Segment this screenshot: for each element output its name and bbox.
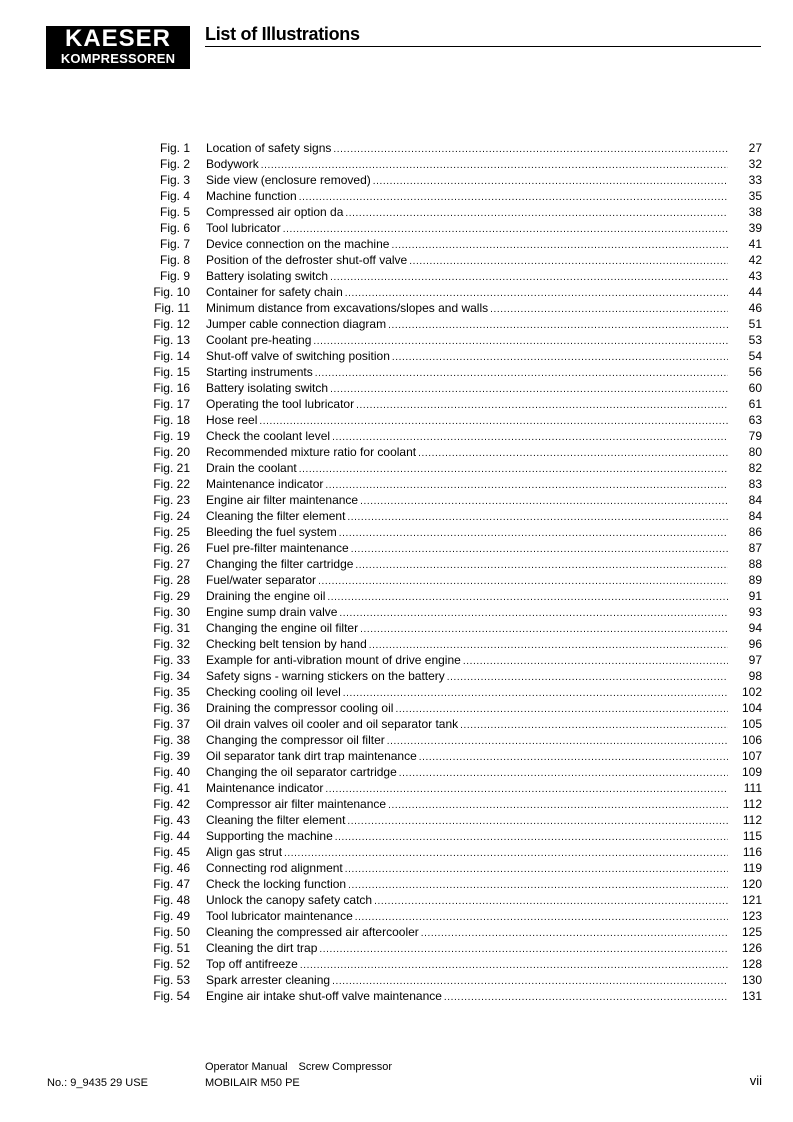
toc-entry[interactable] [140, 476, 762, 492]
toc-entry[interactable] [140, 284, 762, 300]
figure-number: Fig. 29 [153, 589, 190, 603]
figure-title: Spark arrester cleaning [206, 973, 331, 987]
figure-title: Supporting the machine [206, 829, 333, 843]
page-number: 97 [748, 653, 762, 667]
figure-number: Fig. 28 [153, 573, 190, 587]
toc-entry[interactable] [140, 156, 762, 172]
footer-product-type: Screw Compressor [298, 1061, 393, 1073]
toc-entry[interactable] [140, 460, 762, 476]
figure-number: Fig. 39 [153, 749, 190, 763]
figure-number: Fig. 6 [159, 221, 190, 235]
page-number: 27 [748, 141, 762, 155]
figure-title: Engine air intake shut-off valve maintenance [206, 989, 442, 1003]
figure-title: Oil drain valves oil cooler and oil separator tank [206, 717, 459, 731]
figure-title: Battery isolating switch [206, 269, 329, 283]
page-number: 119 [742, 861, 762, 875]
page-number: 53 [748, 333, 762, 347]
figure-title: Operating the tool lubricator [206, 397, 355, 411]
toc-entry[interactable] [140, 700, 762, 716]
figure-number: Fig. 27 [153, 557, 190, 571]
figure-number: Fig. 17 [153, 397, 190, 411]
page-number: 46 [748, 301, 762, 315]
figure-number: Fig. 51 [153, 941, 190, 955]
figure-number: Fig. 20 [153, 445, 190, 459]
figure-number: Fig. 53 [153, 973, 190, 987]
figure-number: Fig. 44 [153, 829, 190, 843]
figure-title: Check the coolant level [206, 429, 331, 443]
toc-entry[interactable] [140, 508, 762, 524]
figure-number: Fig. 22 [153, 477, 190, 491]
figure-number: Fig. 10 [153, 285, 190, 299]
page-number: 84 [748, 509, 762, 523]
figure-title: Top off antifreeze [206, 957, 298, 971]
figure-title: Draining the compressor cooling oil [206, 701, 394, 715]
figure-number: Fig. 16 [153, 381, 190, 395]
page-number: 125 [741, 925, 762, 939]
figure-number: Fig. 5 [159, 205, 190, 219]
figure-title: Connecting rod alignment [206, 861, 343, 875]
figure-title: Fuel/water separator [206, 573, 317, 587]
page-number: 123 [741, 909, 762, 923]
figure-title: Changing the compressor oil filter [206, 733, 385, 747]
page-number: 115 [742, 829, 762, 843]
page-number: 93 [748, 605, 762, 619]
figure-number: Fig. 34 [153, 669, 190, 683]
figure-title: Cleaning the filter element [206, 509, 346, 523]
title-divider [205, 46, 761, 47]
figure-title: Location of safety signs [206, 141, 332, 155]
figure-number: Fig. 18 [153, 413, 190, 427]
figure-number: Fig. 38 [153, 733, 190, 747]
toc-entry[interactable] [140, 492, 762, 508]
page-number: 126 [741, 941, 762, 955]
toc-entry[interactable] [140, 796, 762, 812]
page-number: 33 [748, 173, 762, 187]
illustrations-list [140, 140, 762, 1004]
page-number: 41 [748, 237, 762, 251]
figure-number: Fig. 15 [153, 365, 190, 379]
toc-entry[interactable] [140, 972, 762, 988]
figure-title: Check the locking function [206, 877, 347, 891]
toc-entry[interactable] [140, 140, 762, 156]
page-number: 96 [748, 637, 762, 651]
toc-entry[interactable] [140, 780, 762, 796]
toc-entry[interactable] [140, 604, 762, 620]
page-number: 112 [742, 813, 762, 827]
page-number: 63 [748, 413, 762, 427]
page-number: 111 [743, 781, 762, 795]
figure-title: Tool lubricator [206, 221, 281, 235]
toc-entry[interactable] [140, 252, 762, 268]
figure-number: Fig. 49 [153, 909, 190, 923]
figure-number: Fig. 21 [153, 461, 190, 475]
figure-number: Fig. 42 [153, 797, 190, 811]
figure-title: Cleaning the dirt trap [206, 941, 318, 955]
figure-number: Fig. 25 [153, 525, 190, 539]
figure-number: Fig. 8 [159, 253, 190, 267]
page-number: 83 [748, 477, 762, 491]
figure-title: Position of the defroster shut-off valve [206, 253, 408, 267]
toc-entry[interactable] [140, 172, 762, 188]
figure-title: Fuel pre-filter maintenance [206, 541, 349, 555]
page-number: 82 [748, 461, 762, 475]
figure-number: Fig. 2 [159, 157, 190, 171]
figure-title: Cleaning the compressed air aftercooler [206, 925, 419, 939]
toc-entry[interactable] [140, 892, 762, 908]
page-number: 61 [748, 397, 762, 411]
page-number: 131 [741, 989, 762, 1003]
figure-title: Oil separator tank dirt trap maintenance [206, 749, 417, 763]
figure-title: Device connection on the machine [206, 237, 390, 251]
kaeser-logo [46, 26, 190, 69]
figure-number: Fig. 54 [153, 989, 190, 1003]
page-number: 120 [741, 877, 762, 891]
toc-entry[interactable] [140, 188, 762, 204]
toc-entry[interactable] [140, 668, 762, 684]
toc-entry[interactable] [140, 412, 762, 428]
toc-entry[interactable] [140, 876, 762, 892]
figure-title: Draining the engine oil [206, 589, 326, 603]
page-number: 54 [748, 349, 762, 363]
figure-number: Fig. 40 [153, 765, 190, 779]
page-number: 32 [748, 157, 762, 171]
page-number: 88 [748, 557, 762, 571]
toc-entry[interactable] [140, 620, 762, 636]
figure-title: Checking cooling oil level [206, 685, 341, 699]
figure-title: Bodywork [206, 157, 259, 171]
page-number: 56 [748, 365, 762, 379]
page-number: 104 [741, 701, 762, 715]
figure-number: Fig. 24 [153, 509, 190, 523]
toc-entry[interactable] [140, 204, 762, 220]
figure-title: Container for safety chain [206, 285, 343, 299]
figure-title: Compressor air filter maintenance [206, 797, 387, 811]
page-number: 102 [741, 685, 762, 699]
toc-entry[interactable] [140, 828, 762, 844]
figure-title: Engine sump drain valve [206, 605, 338, 619]
toc-entry[interactable] [140, 220, 762, 236]
figure-title: Align gas strut [206, 845, 283, 859]
toc-entry[interactable] [140, 652, 762, 668]
figure-number: Fig. 33 [153, 653, 190, 667]
page-number: 84 [748, 493, 762, 507]
logo-subtitle: KOMPRESSOREN [60, 51, 176, 66]
page-number: 89 [748, 573, 762, 587]
figure-number: Fig. 23 [153, 493, 190, 507]
footer-page-number: vii [749, 1073, 762, 1088]
figure-title: Engine air filter maintenance [206, 493, 359, 507]
figure-number: Fig. 14 [153, 349, 190, 363]
figure-title: Drain the coolant [206, 461, 297, 475]
toc-entry[interactable] [140, 556, 762, 572]
page-number: 109 [741, 765, 762, 779]
toc-entry[interactable] [140, 940, 762, 956]
toc-entry[interactable] [140, 636, 762, 652]
toc-entry[interactable] [140, 428, 762, 444]
toc-entry[interactable] [140, 764, 762, 780]
figure-title: Recommended mixture ratio for coolant [206, 445, 417, 459]
page-number: 116 [742, 845, 762, 859]
figure-title: Shut-off valve of switching position [206, 349, 390, 363]
figure-number: Fig. 46 [153, 861, 190, 875]
page-number: 106 [741, 733, 762, 747]
footer-manual-line [205, 1061, 392, 1073]
figure-title: Changing the engine oil filter [206, 621, 359, 635]
figure-title: Cleaning the filter element [206, 813, 346, 827]
figure-number: Fig. 48 [153, 893, 190, 907]
figure-number: Fig. 4 [159, 189, 190, 203]
toc-entry[interactable] [140, 364, 762, 380]
figure-number: Fig. 3 [159, 173, 190, 187]
toc-entry[interactable] [140, 956, 762, 972]
footer-doc-number: No.: 9_9435 29 USE [47, 1077, 148, 1089]
toc-entry[interactable] [140, 444, 762, 460]
figure-title: Jumper cable connection diagram [206, 317, 387, 331]
page-number: 112 [742, 797, 762, 811]
figure-number: Fig. 7 [159, 237, 190, 251]
toc-entry[interactable] [140, 540, 762, 556]
figure-title: Minimum distance from excavations/slopes and walls [206, 301, 489, 315]
figure-title: Bleeding the fuel system [206, 525, 337, 539]
figure-title: Maintenance indicator [206, 477, 324, 491]
figure-number: Fig. 43 [153, 813, 190, 827]
figure-number: Fig. 32 [153, 637, 190, 651]
figure-number: Fig. 36 [153, 701, 190, 715]
page-number: 38 [748, 205, 762, 219]
toc-entry[interactable] [140, 812, 762, 828]
figure-number: Fig. 35 [153, 685, 190, 699]
toc-entry[interactable] [140, 732, 762, 748]
page-number: 42 [748, 253, 762, 267]
page-number: 91 [748, 589, 762, 603]
page-number: 130 [741, 973, 762, 987]
page-number: 87 [748, 541, 762, 555]
figure-title: Changing the oil separator cartridge [206, 765, 397, 779]
page-number: 60 [748, 381, 762, 395]
figure-title: Hose reel [206, 413, 258, 427]
figure-number: Fig. 1 [159, 141, 190, 155]
toc-entry[interactable] [140, 924, 762, 940]
figure-title: Starting instruments [206, 365, 313, 379]
page-number: 107 [741, 749, 762, 763]
figure-title: Unlock the canopy safety catch [206, 893, 373, 907]
figure-title: Maintenance indicator [206, 781, 324, 795]
figure-number: Fig. 12 [153, 317, 190, 331]
page-number: 98 [748, 669, 762, 683]
page-title: List of Illustrations [205, 24, 360, 44]
toc-entry[interactable] [140, 396, 762, 412]
toc-entry[interactable] [140, 988, 762, 1004]
figure-number: Fig. 9 [159, 269, 190, 283]
logo-wordmark: KAESER [64, 25, 172, 52]
figure-title: Example for anti-vibration mount of drive engine [206, 653, 461, 667]
toc-entry[interactable] [140, 860, 762, 876]
page-number: 51 [748, 317, 762, 331]
page-number: 86 [748, 525, 762, 539]
page-number: 94 [748, 621, 762, 635]
page-number: 39 [748, 221, 762, 235]
figure-number: Fig. 41 [153, 781, 190, 795]
figure-number: Fig. 11 [154, 301, 190, 315]
page-number: 80 [748, 445, 762, 459]
figure-title: Coolant pre-heating [206, 333, 312, 347]
page-number: 79 [748, 429, 762, 443]
toc-entry[interactable] [140, 716, 762, 732]
toc-entry[interactable] [140, 332, 762, 348]
figure-number: Fig. 26 [153, 541, 190, 555]
figure-number: Fig. 13 [153, 333, 190, 347]
figure-title: Battery isolating switch [206, 381, 329, 395]
toc-entry[interactable] [140, 348, 762, 364]
toc-entry[interactable] [140, 268, 762, 284]
toc-entry[interactable] [140, 236, 762, 252]
figure-title: Safety signs - warning stickers on the battery [206, 669, 445, 683]
figure-number: Fig. 30 [153, 605, 190, 619]
page-number: 44 [748, 285, 762, 299]
toc-entry[interactable] [140, 300, 762, 316]
toc-entry[interactable] [140, 524, 762, 540]
figure-title: Checking belt tension by hand [206, 637, 367, 651]
page-number: 35 [748, 189, 762, 203]
figure-title: Tool lubricator maintenance [206, 909, 353, 923]
page-number: 105 [741, 717, 762, 731]
dot-leader [444, 990, 728, 1006]
figure-number: Fig. 52 [153, 957, 190, 971]
figure-title: Compressed air option da [206, 205, 344, 219]
toc-entry[interactable] [140, 908, 762, 924]
toc-entry[interactable] [140, 380, 762, 396]
footer-manual: Operator Manual [205, 1061, 288, 1073]
figure-number: Fig. 19 [153, 429, 190, 443]
toc-entry[interactable] [140, 684, 762, 700]
page-number: 121 [741, 893, 762, 907]
toc-entry-body [206, 988, 728, 1006]
figure-title: Changing the filter cartridge [206, 557, 354, 571]
figure-title: Side view (enclosure removed) [206, 173, 371, 187]
page-number: 43 [748, 269, 762, 283]
figure-number: Fig. 31 [153, 621, 190, 635]
toc-entry[interactable] [140, 588, 762, 604]
figure-number: Fig. 37 [153, 717, 190, 731]
toc-entry[interactable] [140, 316, 762, 332]
toc-entry[interactable] [140, 844, 762, 860]
footer-model: MOBILAIR M50 PE [205, 1077, 300, 1089]
page-number: 128 [741, 957, 762, 971]
figure-number: Fig. 45 [153, 845, 190, 859]
toc-entry[interactable] [140, 572, 762, 588]
toc-entry[interactable] [140, 748, 762, 764]
figure-title: Machine function [206, 189, 297, 203]
figure-number: Fig. 47 [153, 877, 190, 891]
figure-number: Fig. 50 [153, 925, 190, 939]
